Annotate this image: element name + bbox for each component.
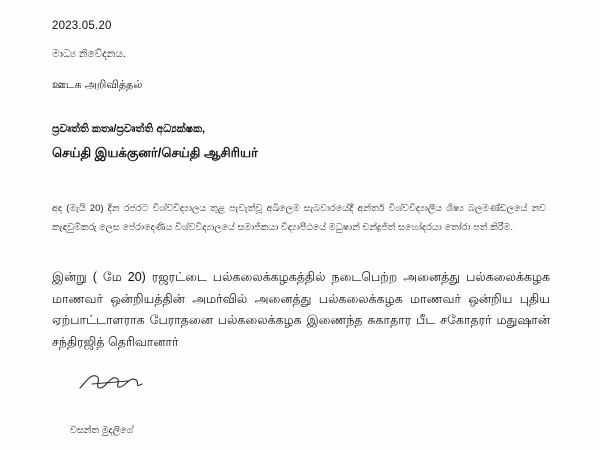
recipient-block: [52, 123, 554, 162]
signature-block: [70, 368, 330, 436]
signature-name: වසන්ත මුදලිගේ: [70, 425, 134, 436]
body-paragraph-sinhala-text: අද (මැයි 20) දින රජරට විශ්වවිද්‍යාලය තුළ පැවැත්වූ අඛිලෙම සැබවාරයේදී අන්තර් විශ්වවිද්‍යාලීය ශිෂ්‍ය බලමණ්ඩලයේ නව කැඳවුම්කරු ලෙස පේරාදෙණිය විශ්වවිද්‍යාලයේ සමාජිකයා විද්‍යාපීඨයේ මධුෂාන් චන්ද්‍රජිත් සහෝදරයා තෝරා පත් කිරීම.: [52, 203, 546, 233]
media-release-label-sinhala: මාධ්‍ය නිවේදනය.: [52, 48, 126, 60]
body-paragraph-sinhala: [52, 200, 554, 237]
body-paragraph-tamil-text: இன்று ( மே 20) ரஜரட்டை பல்கலைக்கழகத்தில் நடைபெற்ற அனைத்து பல்கலைக்கழக மாணவர் ஒன்றியத்தின் அமர்வில் அனைத்து பல்கலைக்கழக மாணவர் ஒன்றிய புதிய ஏற்பாட்டாளராக பேராதனை பல்கலைக்கழக இணைந்த சுகாதார பீட சகோதரர் மதுஷான் சந்திரஜித் தெரிவானார்: [52, 270, 550, 349]
document-date: 2023.05.20: [52, 20, 112, 32]
recipient-tamil: செய்தி இயக்குனர்/செய்தி ஆசிரியர்: [52, 145, 258, 160]
body-paragraph-tamil: [52, 267, 554, 353]
media-release-label-tamil: ஊடக அறிவித்தல்: [52, 79, 143, 91]
handwritten-signature-icon: [76, 368, 146, 394]
recipient-sinhala: ප්‍රවෘත්ති කතෘ/ප්‍රවෘත්ති අධ්‍යක්ෂක,: [52, 123, 206, 135]
